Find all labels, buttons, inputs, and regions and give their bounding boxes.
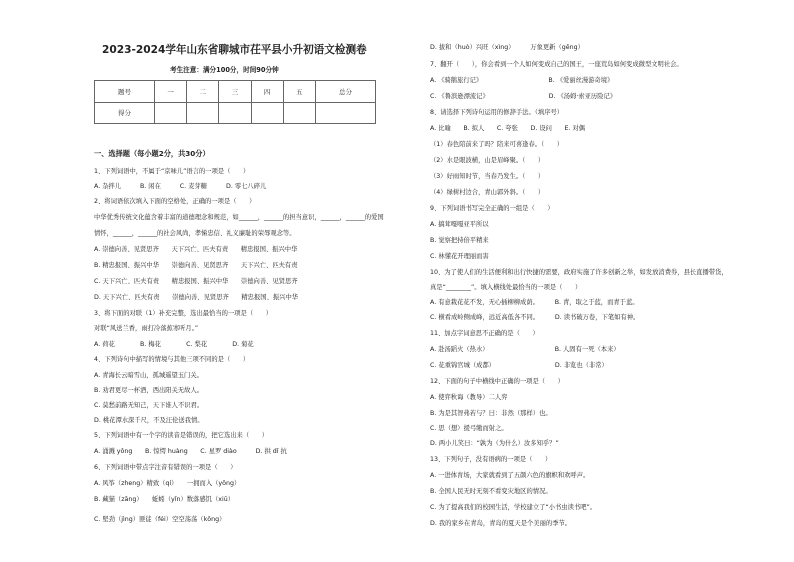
question-line: B. 全国人民无时无刻不看变灾地区的情况。	[430, 488, 552, 495]
section-heading: 一、选择题（每小题2分，共30分）	[94, 149, 210, 158]
score-cell	[251, 102, 283, 124]
question-line: A. 荷花 B. 梅花 C. 梨花 D. 菊花	[94, 341, 254, 348]
score-table	[94, 80, 376, 124]
question-line: C. 为了提高我们的校园生活，学校建立了“小书虫读书吧”。	[430, 504, 597, 511]
question-line: （3）好雨知时节，当春乃发生。（ ）	[430, 173, 545, 180]
question-line: 2、将词语依次填入下面的空格处，正确的一项是（ ）	[94, 198, 256, 205]
question-line: A. 使弈秋诲（教导）二人弈	[430, 394, 508, 401]
score-cell	[283, 102, 315, 124]
exam-notice: 考生注意：满分100分，时间90分钟	[170, 66, 279, 74]
question-line: B. 劝君更尽一杯酒，西出阳关无故人。	[94, 387, 204, 394]
question-line: C. 花重锦官城（成都） D. 非览也（非常）	[430, 362, 608, 369]
question-line: C. 林懂花开理丽而害	[430, 253, 489, 260]
score-cell	[187, 102, 219, 124]
question-line: 9、下列词语书写完全正确的一组是（ ）	[430, 205, 554, 212]
score-table-score-row	[95, 102, 376, 124]
question-line: A. 赴汤蹈火（热水） B. 人固有一死（本来）	[430, 346, 620, 353]
question-line: D. 两小儿笑曰：“孰为（为什么）汝多知乎？”	[430, 440, 559, 447]
question-line: 中华优秀传统文化蕴含着丰富的道德理念和规范，如______，______的担当意识，______，______的爱国	[94, 214, 384, 221]
question-line: C. 堅劲（jìng）匪徒（féi）空空荡荡（kōng）	[94, 516, 226, 523]
question-line: 4、下列诗句中描写的情境与其他三项不同的是（ ）	[94, 356, 250, 363]
question-line: A. 涌溅 yǒng B. 惊愕 huàng C. 星罗 diào D. 拱 dǐ 抗	[94, 448, 287, 455]
question-line: A. 一进体育场，大家就看到了五颜六色的旗帜和欢呼声。	[430, 472, 590, 479]
question-line: 情怀，______，______的社会风尚，孝悌忠信、礼义廉耻的荣辱观念等。	[94, 230, 296, 237]
question-line: A. 杂拌儿 B. 闲在 C. 麦芽糖 D. 零七八碎儿	[94, 183, 267, 190]
question-line: A. 崇德向善、见贤思齐 天下兴亡、匹夫有责 精忠报国、振兴中华	[94, 246, 298, 253]
question-line: B. 觉察把持倍平精来	[430, 237, 489, 244]
question-line: 6、下列词语中带点字注音有错误的一项是（ ）	[94, 464, 237, 471]
question-line: 8、请选择下列诗句运用的修辞手法。（填序号）	[430, 109, 564, 116]
question-line: D. 我的家乡在青岛，青岛的夏天是个美丽的季节。	[430, 520, 572, 527]
question-line: A. 青海长云暗雪山，孤城遥望玉门关。	[94, 372, 203, 379]
question-line: C. 莫愁前路无知己，天下谁人不识君。	[94, 402, 204, 409]
question-line: 5、下列词语中有一个字的读音是错误的，把它选出来（ ）	[94, 432, 269, 439]
question-line: （1）春色陪前来了吗？陪来可喜逢春。（ ）	[430, 141, 564, 148]
score-header: 二	[187, 81, 219, 103]
question-line: A. 比喻 B. 拟人 C. 夸张 D. 设问 E. 对偶	[430, 125, 586, 132]
question-line: 对联“风送兰香，雨打冷落蕉寒听月。”	[94, 325, 199, 332]
question-line: A. 《骑鹅旅行记》 B. 《爱丽丝漫游奇境》	[430, 77, 614, 84]
score-cell	[219, 102, 251, 124]
score-header: 总分	[315, 81, 375, 103]
question-line: B. 为是其智弗若与？曰：非然（那样）也。	[430, 410, 552, 417]
question-line: 7、翻开（ ），你会看到一个人如何变成自己的国王，一座荒岛如何变成微型文明社会。	[430, 61, 683, 68]
score-header: 题号	[95, 81, 155, 103]
question-line: （2）水是眼波横，山是眉峰聚。（ ）	[430, 157, 545, 164]
score-header: 一	[155, 81, 187, 103]
question-line: C. 《鲁滨逊漂流记》 D. 《汤姆·索亚历险记》	[430, 93, 617, 100]
question-line: D. 拔和（huò）兴旺（xìng） 万象更新（gēng）	[430, 44, 584, 51]
question-line: C. 思（想）援弓缴而射之。	[430, 425, 508, 432]
question-line: 10、为了使人们的生活便利和出行快捷的需要，政府实施了许多创新之举，如发放消费券，县长直播带货，	[430, 269, 728, 276]
score-header: 三	[219, 81, 251, 103]
question-line: B. 藏猫（zāng） 蚯蚓（yǐn）数落感饥（xiū）	[94, 496, 235, 503]
score-table-header-row	[95, 81, 376, 103]
question-line: 12、下面的句子中横线中正确的一项是（ ）	[430, 378, 564, 385]
question-line: C. 天下兴亡、匹夫有责 精忠报国、振兴中华 崇德向善、见贤思齐	[94, 278, 298, 285]
question-line: A. 风筝（zheng）精致（qí） 一拥而入（yōng）	[94, 480, 241, 487]
question-line: A. 有意栽花花不发，无心插柳柳成荫。 B. 青，取之于蓝，而青于蓝。	[430, 299, 639, 306]
question-line: 11、加点字词意思不正确的是（ ）	[430, 330, 539, 337]
question-line: C. 横看成岭侧成峰，远近高低各不同。 D. 读书破万卷，下笔如有神。	[430, 314, 640, 321]
question-line: D. 桃花潭水深千尺，不及汪伦送我情。	[94, 417, 204, 424]
question-line: D. 天下兴亡、匹夫有责 崇德向善、见贤思齐 精忠报国、振兴中华	[94, 294, 299, 301]
question-line: 13、下列句子，没有语病的一项是（ ）	[430, 456, 552, 463]
question-line: （4）绿树村边合，青山郭外斜。（ ）	[430, 189, 545, 196]
question-line: 1、下列词语中，不属于“京味儿”语言的一项是（ ）	[94, 168, 250, 175]
score-header: 四	[251, 81, 283, 103]
exam-title: 2023-2024学年山东省聊城市茌平县小升初语文检测卷	[102, 44, 367, 56]
score-cell	[155, 102, 187, 124]
score-header: 五	[283, 81, 315, 103]
question-line: 3、将下面的对联（1）补充完整，选出最恰当的一项是（ ）	[94, 310, 273, 317]
score-cell	[315, 102, 375, 124]
question-line: A. 搞茸嘎嘎亚平所以	[430, 221, 489, 228]
score-row-label: 得分	[95, 102, 155, 124]
question-line: 真是“________”。填入横线处最恰当的一项是（ ）	[430, 284, 582, 291]
question-line: B. 精忠报国、振兴中华 崇德向善、见贤思齐 天下兴亡、匹夫有责	[94, 262, 298, 269]
